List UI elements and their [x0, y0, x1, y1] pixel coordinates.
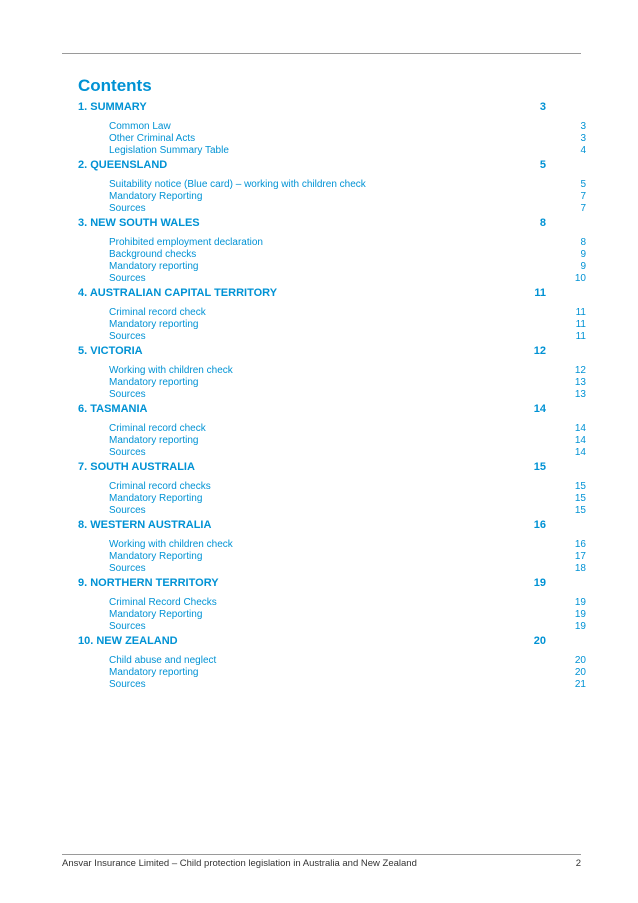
toc-entry-page: 8 [580, 237, 586, 248]
toc-entry-section[interactable] [78, 401, 546, 418]
toc-entry-page: 21 [574, 679, 586, 690]
toc-entry-label: Criminal record check [109, 307, 206, 318]
toc-section [78, 633, 588, 691]
toc-entry-section[interactable] [78, 517, 546, 534]
toc-entry-label: 9. NORTHERN TERRITORY [78, 575, 219, 592]
toc-entry-subsection[interactable] [109, 621, 586, 633]
toc-entry-label: Prohibited employment declaration [109, 237, 263, 248]
toc-entry-subsection[interactable] [109, 389, 586, 401]
toc-entry-section[interactable] [78, 99, 546, 116]
toc-entry-label: Sources [109, 447, 146, 458]
toc-entry-label: Mandatory Reporting [109, 609, 203, 620]
toc-entry-label: Sources [109, 679, 146, 690]
toc-entry-page: 18 [574, 563, 586, 574]
toc-entry-subsection[interactable] [109, 237, 586, 249]
toc-entry-subsection[interactable] [109, 539, 586, 551]
toc-entry-label: 2. QUEENSLAND [78, 157, 167, 174]
toc-entry-label: Working with children check [109, 365, 233, 376]
toc-entry-page: 7 [580, 203, 586, 214]
toc-entry-subsection[interactable] [109, 597, 586, 609]
toc-entry-label: Background checks [109, 249, 197, 260]
toc-entry-label: Criminal record checks [109, 481, 211, 492]
toc-entry-subsection[interactable] [109, 667, 586, 679]
table-of-contents [78, 99, 588, 691]
toc-entry-label: Sources [109, 203, 146, 214]
toc-entry-subsection[interactable] [109, 249, 586, 261]
toc-entry-label: Sources [109, 563, 146, 574]
toc-subentries [78, 534, 588, 575]
toc-entry-page: 3 [536, 99, 546, 116]
toc-entry-subsection[interactable] [109, 447, 586, 459]
toc-entry-label: Child abuse and neglect [109, 655, 217, 666]
toc-entry-label: Other Criminal Acts [109, 133, 196, 144]
toc-entry-label: 8. WESTERN AUSTRALIA [78, 517, 211, 534]
toc-entry-page: 9 [580, 261, 586, 272]
toc-subentries [78, 418, 588, 459]
toc-section [78, 343, 588, 401]
toc-subentries [78, 650, 588, 691]
toc-section [78, 99, 588, 157]
toc-entry-label: Criminal Record Checks [109, 597, 217, 608]
toc-entry-label: 10. NEW ZEALAND [78, 633, 178, 650]
header-rule [62, 53, 581, 54]
toc-entry-subsection[interactable] [109, 331, 586, 343]
toc-section [78, 517, 588, 575]
toc-entry-page: 19 [574, 609, 586, 620]
toc-section [78, 401, 588, 459]
toc-entry-label: 4. AUSTRALIAN CAPITAL TERRITORY [78, 285, 277, 302]
toc-entry-label: Mandatory Reporting [109, 493, 203, 504]
toc-entry-label: Sources [109, 505, 146, 516]
toc-entry-subsection[interactable] [109, 481, 586, 493]
toc-section [78, 575, 588, 633]
toc-entry-page: 14 [574, 423, 586, 434]
toc-entry-subsection[interactable] [109, 423, 586, 435]
toc-title: Contents [78, 76, 152, 95]
toc-entry-subsection[interactable] [109, 261, 586, 273]
toc-entry-page: 19 [574, 597, 586, 608]
toc-subentries [78, 232, 588, 285]
toc-entry-label: 5. VICTORIA [78, 343, 143, 360]
toc-entry-subsection[interactable] [109, 191, 586, 203]
toc-section [78, 285, 588, 343]
toc-entry-subsection[interactable] [109, 679, 586, 691]
toc-entry-subsection[interactable] [109, 179, 586, 191]
toc-entry-subsection[interactable] [109, 365, 586, 377]
toc-entry-subsection[interactable] [109, 377, 586, 389]
toc-entry-subsection[interactable] [109, 563, 586, 575]
toc-entry-label: Sources [109, 389, 146, 400]
toc-entry-page: 16 [530, 517, 546, 534]
toc-entry-subsection[interactable] [109, 203, 586, 215]
toc-entry-page: 5 [536, 157, 546, 174]
toc-entry-label: Common Law [109, 121, 171, 132]
toc-entry-subsection[interactable] [109, 609, 586, 621]
toc-entry-label: 3. NEW SOUTH WALES [78, 215, 200, 232]
toc-entry-label: Sources [109, 331, 146, 342]
toc-entry-label: Working with children check [109, 539, 233, 550]
toc-entry-label: 6. TASMANIA [78, 401, 147, 418]
toc-entry-page: 12 [530, 343, 546, 360]
toc-entry-label: 1. SUMMARY [78, 99, 147, 116]
toc-entry-page: 7 [580, 191, 586, 202]
toc-entry-label: Mandatory reporting [109, 667, 199, 678]
toc-entry-subsection[interactable] [109, 505, 586, 517]
toc-entry-page: 14 [530, 401, 546, 418]
toc-subentries [78, 360, 588, 401]
toc-entry-section[interactable] [78, 633, 546, 650]
toc-entry-page: 15 [574, 493, 586, 504]
toc-entry-page: 12 [574, 365, 586, 376]
toc-entry-subsection[interactable] [109, 551, 586, 563]
toc-entry-page: 3 [580, 121, 586, 132]
toc-entry-page: 9 [580, 249, 586, 260]
toc-entry-label: Mandatory reporting [109, 319, 199, 330]
toc-entry-label: Mandatory reporting [109, 261, 199, 272]
toc-entry-page: 20 [574, 655, 586, 666]
toc-entry-page: 16 [574, 539, 586, 550]
toc-entry-page: 4 [580, 145, 586, 156]
toc-subentries [78, 476, 588, 517]
toc-entry-section[interactable] [78, 575, 546, 592]
toc-entry-page: 10 [574, 273, 586, 284]
toc-entry-page: 15 [574, 481, 586, 492]
toc-entry-page: 8 [536, 215, 546, 232]
toc-entry-label: Criminal record check [109, 423, 206, 434]
toc-section [78, 157, 588, 215]
toc-entry-page: 13 [574, 377, 586, 388]
toc-entry-section[interactable] [78, 157, 546, 174]
toc-entry-subsection[interactable] [109, 493, 586, 505]
toc-entry-label: Mandatory Reporting [109, 551, 203, 562]
toc-entry-subsection[interactable] [109, 319, 586, 331]
toc-entry-page: 19 [530, 575, 546, 592]
toc-entry-page: 19 [574, 621, 586, 632]
toc-subentries [78, 116, 588, 157]
footer-rule [62, 854, 581, 855]
toc-entry-label: Mandatory Reporting [109, 191, 203, 202]
toc-entry-page: 13 [574, 389, 586, 400]
toc-entry-label: Mandatory reporting [109, 377, 199, 388]
toc-entry-page: 11 [575, 331, 586, 342]
toc-subentries [78, 302, 588, 343]
toc-entry-subsection[interactable] [109, 145, 586, 157]
toc-subentries [78, 592, 588, 633]
toc-entry-label: 7. SOUTH AUSTRALIA [78, 459, 195, 476]
toc-entry-subsection[interactable] [109, 655, 586, 667]
toc-entry-page: 11 [575, 319, 586, 330]
toc-entry-subsection[interactable] [109, 273, 586, 285]
toc-entry-page: 11 [575, 307, 586, 318]
toc-entry-page: 14 [574, 435, 586, 446]
toc-entry-label: Mandatory reporting [109, 435, 199, 446]
toc-entry-page: 20 [530, 633, 546, 650]
toc-entry-page: 14 [574, 447, 586, 458]
toc-entry-section[interactable] [78, 343, 546, 360]
toc-entry-label: Sources [109, 273, 146, 284]
toc-entry-page: 15 [530, 459, 546, 476]
toc-entry-section[interactable] [78, 215, 546, 232]
footer-text: Ansvar Insurance Limited – Child protection legislation in Australia and New Zealand [62, 858, 417, 869]
toc-entry-section[interactable] [78, 459, 546, 476]
toc-entry-page: 3 [580, 133, 586, 144]
toc-entry-label: Suitability notice (Blue card) – working with children check [109, 179, 366, 190]
toc-entry-page: 17 [574, 551, 586, 562]
toc-entry-label: Sources [109, 621, 146, 632]
toc-entry-page: 20 [574, 667, 586, 678]
toc-entry-subsection[interactable] [109, 307, 586, 319]
toc-entry-page: 15 [574, 505, 586, 516]
toc-section [78, 215, 588, 285]
toc-entry-subsection[interactable] [109, 133, 586, 145]
toc-entry-subsection[interactable] [109, 121, 586, 133]
toc-entry-page: 11 [530, 285, 546, 302]
footer-page-number: 2 [575, 858, 581, 869]
toc-entry-section[interactable] [78, 285, 546, 302]
toc-entry-page: 5 [580, 179, 586, 190]
toc-section [78, 459, 588, 517]
toc-subentries [78, 174, 588, 215]
toc-entry-subsection[interactable] [109, 435, 586, 447]
toc-entry-label: Legislation Summary Table [109, 145, 229, 156]
